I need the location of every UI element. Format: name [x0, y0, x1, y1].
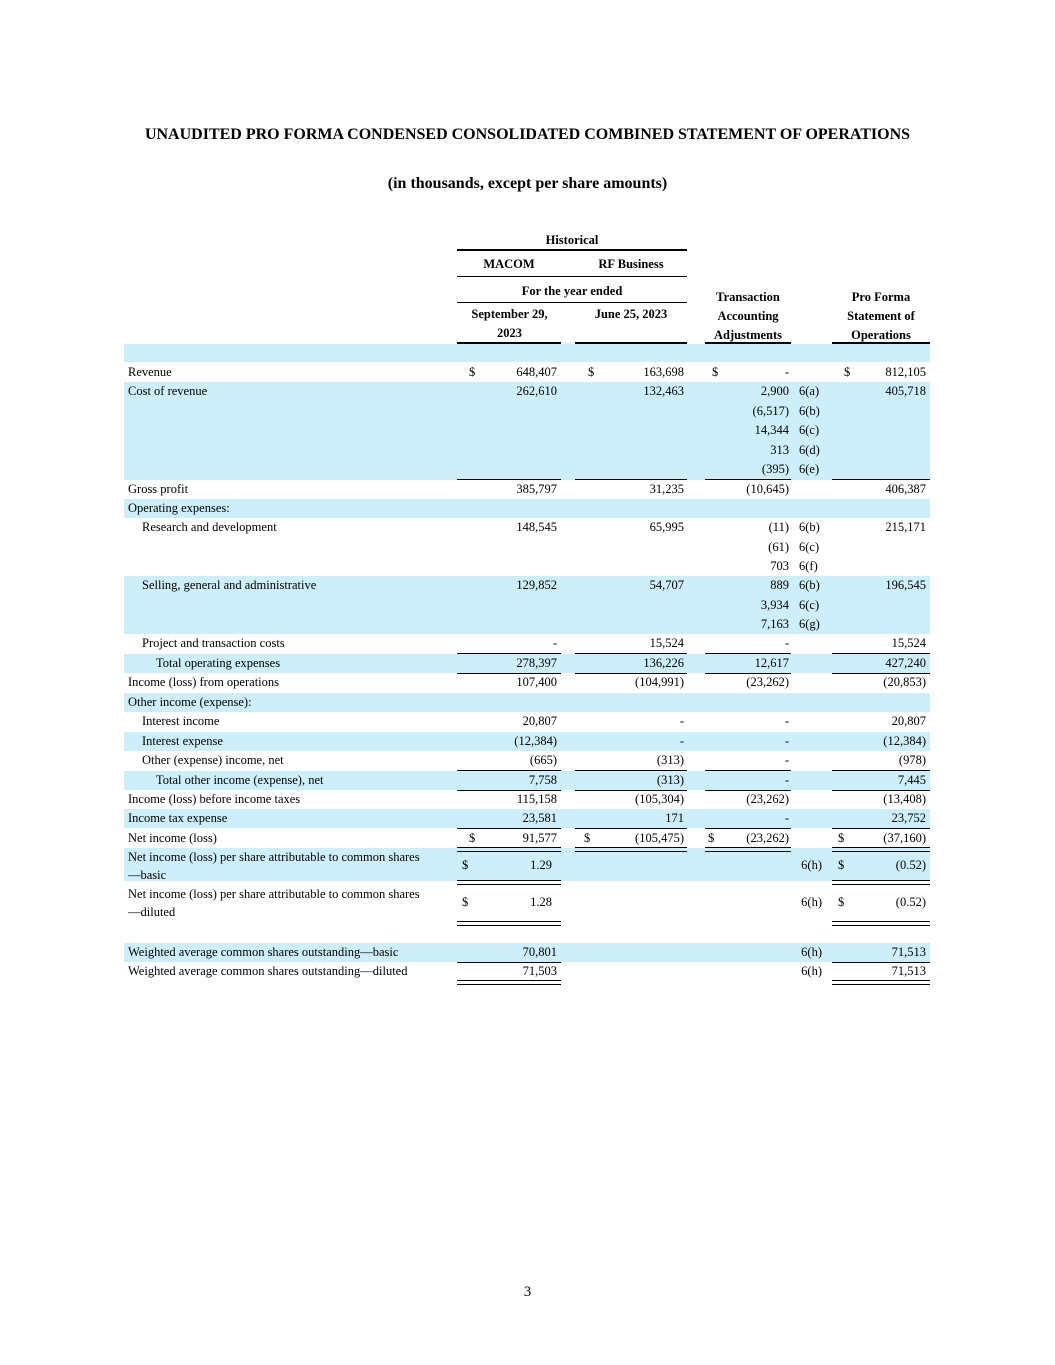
double-underline: [832, 980, 930, 985]
header-rule: [457, 302, 687, 303]
row-band: [124, 499, 930, 518]
adjustment-note: 6(h): [801, 895, 822, 909]
header-pro-forma: Pro Forma Statement of Operations: [847, 290, 915, 342]
dollar-sign: $: [838, 831, 845, 845]
row-label: Income (loss) from operations: [128, 675, 280, 689]
adjustment-value: 12,617: [754, 656, 789, 670]
adjustment-value: (23,262): [746, 675, 789, 689]
dollar-sign: $: [584, 831, 591, 845]
dollar-sign: $: [838, 858, 845, 872]
macom-value: 1.28: [530, 895, 552, 909]
pro-forma-value: 406,387: [885, 482, 926, 496]
header-macom: MACOM: [483, 257, 535, 271]
pro-forma-value: (0.52): [895, 858, 926, 872]
row-label: Net income (loss) per share attributable to common shares: [128, 887, 420, 901]
macom-value: 107,400: [516, 675, 557, 689]
row-band: [124, 344, 930, 362]
adjustment-value: (6,517): [752, 404, 789, 418]
header-rf-business: RF Business: [598, 257, 664, 271]
adjustment-note: 6(b): [799, 578, 820, 592]
pro-forma-value: 71,513: [891, 945, 926, 959]
rf-value: 15,524: [649, 636, 684, 650]
adjustment-value: -: [784, 773, 789, 787]
row-label: Other (expense) income, net: [142, 753, 284, 767]
row-label-continued: —diluted: [128, 905, 176, 919]
page-number: 3: [523, 1284, 532, 1300]
macom-value: 262,610: [516, 384, 557, 398]
double-underline: [457, 980, 561, 985]
adjustment-note: 6(c): [799, 540, 820, 554]
pro-forma-value: 15,524: [891, 636, 926, 650]
header-historical: Historical: [545, 233, 599, 247]
adjustment-value: 889: [770, 578, 789, 592]
pro-forma-value: (13,408): [883, 792, 926, 806]
pro-forma-value: 196,545: [885, 578, 926, 592]
adjustment-note: 6(e): [799, 462, 820, 476]
rf-value: 163,698: [643, 365, 684, 379]
adjustment-note: 6(c): [799, 423, 820, 437]
rf-value: (313): [656, 753, 684, 767]
dollar-sign: $: [708, 831, 715, 845]
adjustment-value: 703: [770, 559, 789, 573]
pro-forma-value: 20,807: [891, 714, 926, 728]
row-label: Income tax expense: [128, 811, 228, 825]
adjustment-value: (23,262): [746, 831, 789, 845]
dollar-sign: $: [838, 895, 845, 909]
adjustment-note: 6(d): [799, 443, 820, 457]
row-label-continued: —basic: [128, 868, 167, 882]
pro-forma-value: 23,752: [891, 811, 926, 825]
rf-value: (105,304): [635, 792, 684, 806]
rf-value: 31,235: [649, 482, 684, 496]
double-underline: [832, 847, 930, 852]
macom-value: 70,801: [522, 945, 557, 959]
section-label: Other income (expense):: [128, 695, 252, 709]
row-label: Gross profit: [128, 482, 189, 496]
macom-value: 1.29: [530, 858, 552, 872]
row-label: Income (loss) before income taxes: [128, 792, 301, 806]
adjustment-value: -: [784, 365, 789, 379]
macom-value: 278,397: [516, 656, 557, 670]
macom-value: 7,758: [528, 773, 557, 787]
rf-value: (105,475): [635, 831, 684, 845]
macom-value: 115,158: [516, 792, 557, 806]
adjustment-value: (61): [768, 540, 789, 554]
row-label: Project and transaction costs: [142, 636, 285, 650]
adjustment-value: (11): [768, 520, 789, 534]
pro-forma-value: 812,105: [885, 365, 926, 379]
adjustment-note: 6(h): [801, 945, 822, 959]
macom-value: 20,807: [522, 714, 557, 728]
double-underline: [457, 921, 561, 926]
adjustment-value: 313: [770, 443, 789, 457]
row-label: Weighted average common shares outstanding—diluted: [128, 964, 408, 978]
double-underline: [705, 847, 791, 852]
pro-forma-value: 427,240: [885, 656, 926, 670]
rf-value: 54,707: [649, 578, 684, 592]
adjustment-value: (23,262): [746, 792, 789, 806]
row-label: Net income (loss) per share attributable to common shares: [128, 850, 420, 864]
rf-value: -: [679, 734, 684, 748]
pro-forma-value: 405,718: [885, 384, 926, 398]
header-rf-date: June 25, 2023: [594, 307, 668, 321]
macom-value: 129,852: [516, 578, 557, 592]
dollar-sign: $: [712, 365, 719, 379]
header-adjustments: Transaction Accounting Adjustments: [713, 290, 783, 342]
pro-forma-value: (0.52): [895, 895, 926, 909]
pro-forma-value: 7,445: [897, 773, 926, 787]
macom-value: 648,407: [516, 365, 557, 379]
macom-value: (12,384): [514, 734, 557, 748]
macom-value: 91,577: [522, 831, 557, 845]
adjustment-value: 3,934: [760, 598, 789, 612]
rf-value: 65,995: [649, 520, 684, 534]
pro-forma-value: (20,853): [883, 675, 926, 689]
adjustment-note: 6(b): [799, 520, 820, 534]
rf-value: -: [679, 714, 684, 728]
adjustment-value: (395): [761, 462, 789, 476]
rf-value: 171: [665, 811, 684, 825]
adjustment-value: -: [784, 811, 789, 825]
pro-forma-value: (978): [898, 753, 926, 767]
double-underline: [575, 847, 687, 852]
double-underline: [457, 847, 561, 852]
rf-value: (313): [656, 773, 684, 787]
adjustment-value: (10,645): [746, 482, 789, 496]
row-label: Interest expense: [142, 734, 223, 748]
double-underline: [832, 880, 930, 885]
adjustment-note: 6(c): [799, 598, 820, 612]
double-underline: [832, 921, 930, 926]
row-label: Weighted average common shares outstanding—basic: [128, 945, 399, 959]
adjustment-note: 6(g): [799, 617, 820, 631]
row-label: Total other income (expense), net: [156, 773, 324, 787]
adjustment-note: 6(b): [799, 404, 820, 418]
adjustment-value: -: [784, 753, 789, 767]
macom-value: -: [552, 636, 557, 650]
adjustment-value: -: [784, 734, 789, 748]
row-label: Selling, general and administrative: [142, 578, 317, 592]
macom-value: 148,545: [516, 520, 557, 534]
row-label: Net income (loss): [128, 831, 217, 845]
adjustment-note: 6(a): [799, 384, 820, 398]
adjustment-value: 2,900: [760, 384, 789, 398]
dollar-sign: $: [588, 365, 595, 379]
adjustment-note: 6(h): [801, 964, 822, 978]
row-label: Total operating expenses: [156, 656, 281, 670]
header-rule: [457, 276, 687, 277]
row-label: Revenue: [128, 365, 172, 379]
row-label: Interest income: [142, 714, 220, 728]
adjustment-value: 7,163: [760, 617, 789, 631]
pro-forma-value: (12,384): [883, 734, 926, 748]
dollar-sign: $: [469, 365, 476, 379]
row-label: Research and development: [142, 520, 277, 534]
macom-value: (665): [529, 753, 557, 767]
pro-forma-value: (37,160): [883, 831, 926, 845]
adjustment-value: -: [784, 636, 789, 650]
macom-value: 23,581: [522, 811, 557, 825]
rf-value: 132,463: [643, 384, 684, 398]
rf-value: (104,991): [635, 675, 684, 689]
dollar-sign: $: [462, 895, 469, 909]
adjustment-value: -: [784, 714, 789, 728]
double-underline: [457, 880, 561, 885]
rf-value: 136,226: [643, 656, 684, 670]
pro-forma-value: 215,171: [885, 520, 926, 534]
statement-title: UNAUDITED PRO FORMA CONDENSED CONSOLIDATED COMBINED STATEMENT OF OPERATIONS: [144, 126, 911, 143]
adjustment-note: 6(f): [799, 559, 818, 573]
dollar-sign: $: [844, 365, 851, 379]
header-for-year-ended: For the year ended: [521, 284, 623, 298]
adjustment-value: 14,344: [754, 423, 789, 437]
section-label: Operating expenses:: [128, 501, 230, 515]
macom-value: 71,503: [522, 964, 557, 978]
row-label: Cost of revenue: [128, 384, 208, 398]
adjustment-note: 6(h): [801, 858, 822, 872]
header-rule: [457, 249, 687, 251]
header-macom-date: September 29, 2023: [471, 307, 548, 340]
dollar-sign: $: [462, 858, 469, 872]
pro-forma-value: 71,513: [891, 964, 926, 978]
statement-subtitle: (in thousands, except per share amounts): [387, 175, 668, 192]
dollar-sign: $: [469, 831, 476, 845]
macom-value: 385,797: [516, 482, 557, 496]
